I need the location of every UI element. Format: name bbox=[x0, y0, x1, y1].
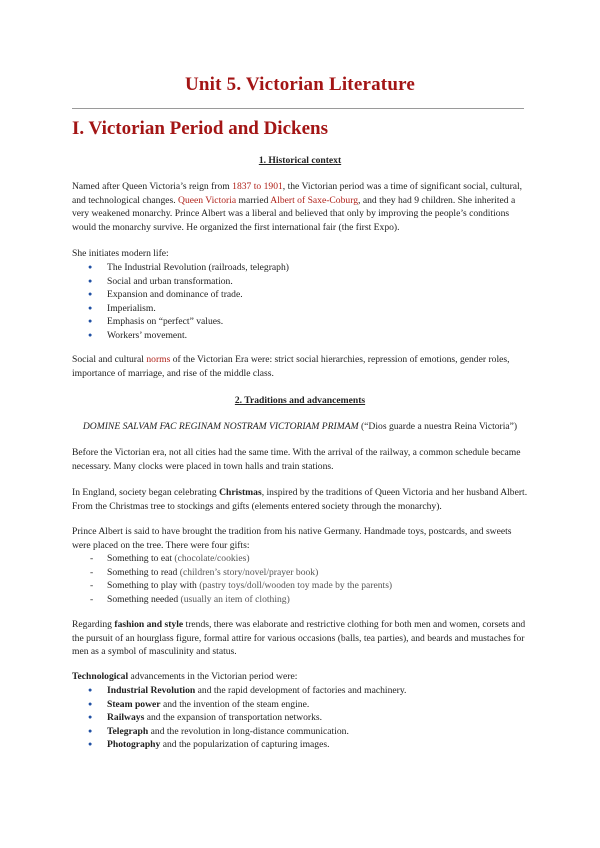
list-item: - Something to eat (chocolate/cookies) bbox=[72, 552, 528, 566]
list-item: - Something needed (usually an item of clothing) bbox=[72, 593, 528, 607]
list-item: ● Imperialism. bbox=[72, 302, 528, 316]
latin-quote: DOMINE SALVAM FAC REGINAM NOSTRAM VICTORIAM PRIMAM (“Dios guarde a nuestra Reina Victoria”) bbox=[82, 421, 518, 432]
fashion-paragraph: Regarding fashion and style trends, there was elaborate and restrictive clothing for both men and women, corsets and the pursuit of an hourglass figure, formal attire for various occasions (balls, tea parties), and beards and mustaches for men as a symbol of masculinity and status. bbox=[72, 619, 526, 658]
list-item: - Something to read (children’s story/novel/prayer book) bbox=[72, 566, 528, 580]
gifts-paragraph: Prince Albert is said to have brought the tradition from his native Germany. Handmade toys, postcards, and sweets were placed on the tree. There were four gifts: bbox=[72, 526, 512, 551]
historical-paragraph-1: Named after Queen Victoria’s reign from 1837 to 1901, the Victorian period was a time of significant social, cultural, and technological changes. Queen Victoria married Albert of Saxe-Coburg, and they had 9 children. She inherited a very weakened monarchy. Prince Albert was a liberal and believed that only by improving the people’s conditions would the monarchy survive. He organized the first international fair (the first Expo). bbox=[72, 181, 523, 233]
list-item: ● Workers’ movement. bbox=[72, 329, 528, 343]
railway-paragraph: Before the Victorian era, not all cities had the same time. With the arrival of the railway, a common schedule became necessary. Many clocks were placed in town halls and train stations. bbox=[72, 447, 521, 472]
christmas-paragraph: In England, society began celebrating Christmas, inspired by the traditions of Queen Victoria and her husband Albert. From the Christmas tree to stockings and gifts (elements entered society through the monarchy). bbox=[72, 487, 528, 512]
title-divider bbox=[72, 108, 524, 109]
unit-title: Unit 5. Victorian Literature bbox=[184, 74, 416, 95]
section-title: I. Victorian Period and Dickens bbox=[72, 118, 328, 139]
list-item: ● Photography and the popularization of capturing images. bbox=[72, 738, 528, 752]
initiates-intro: She initiates modern life: bbox=[72, 248, 169, 259]
modern-life-list bbox=[72, 261, 528, 343]
subheading-traditions: 2. Traditions and advancements bbox=[234, 395, 366, 406]
gifts-list bbox=[72, 552, 528, 606]
list-item: ● Industrial Revolution and the rapid development of factories and machinery. bbox=[72, 684, 528, 698]
subheading-historical: 1. Historical context bbox=[258, 155, 342, 166]
list-item: ● Steam power and the invention of the steam engine. bbox=[72, 698, 528, 712]
list-item: ● Social and urban transformation. bbox=[72, 275, 528, 289]
list-item: ● Railways and the expansion of transportation networks. bbox=[72, 711, 528, 725]
norms-paragraph: Social and cultural norms of the Victorian Era were: strict social hierarchies, repression of emotions, gender roles, importance of marriage, and rise of the middle class. bbox=[72, 354, 510, 379]
list-item: ● Emphasis on “perfect” values. bbox=[72, 315, 528, 329]
list-item: - Something to play with (pastry toys/doll/wooden toy made by the parents) bbox=[72, 579, 528, 593]
list-item: ● Telegraph and the revolution in long-distance communication. bbox=[72, 725, 528, 739]
list-item: ● The Industrial Revolution (railroads, telegraph) bbox=[72, 261, 528, 275]
tech-list bbox=[72, 684, 528, 752]
list-item: ● Expansion and dominance of trade. bbox=[72, 288, 528, 302]
tech-intro: Technological advancements in the Victorian period were: bbox=[72, 671, 298, 682]
